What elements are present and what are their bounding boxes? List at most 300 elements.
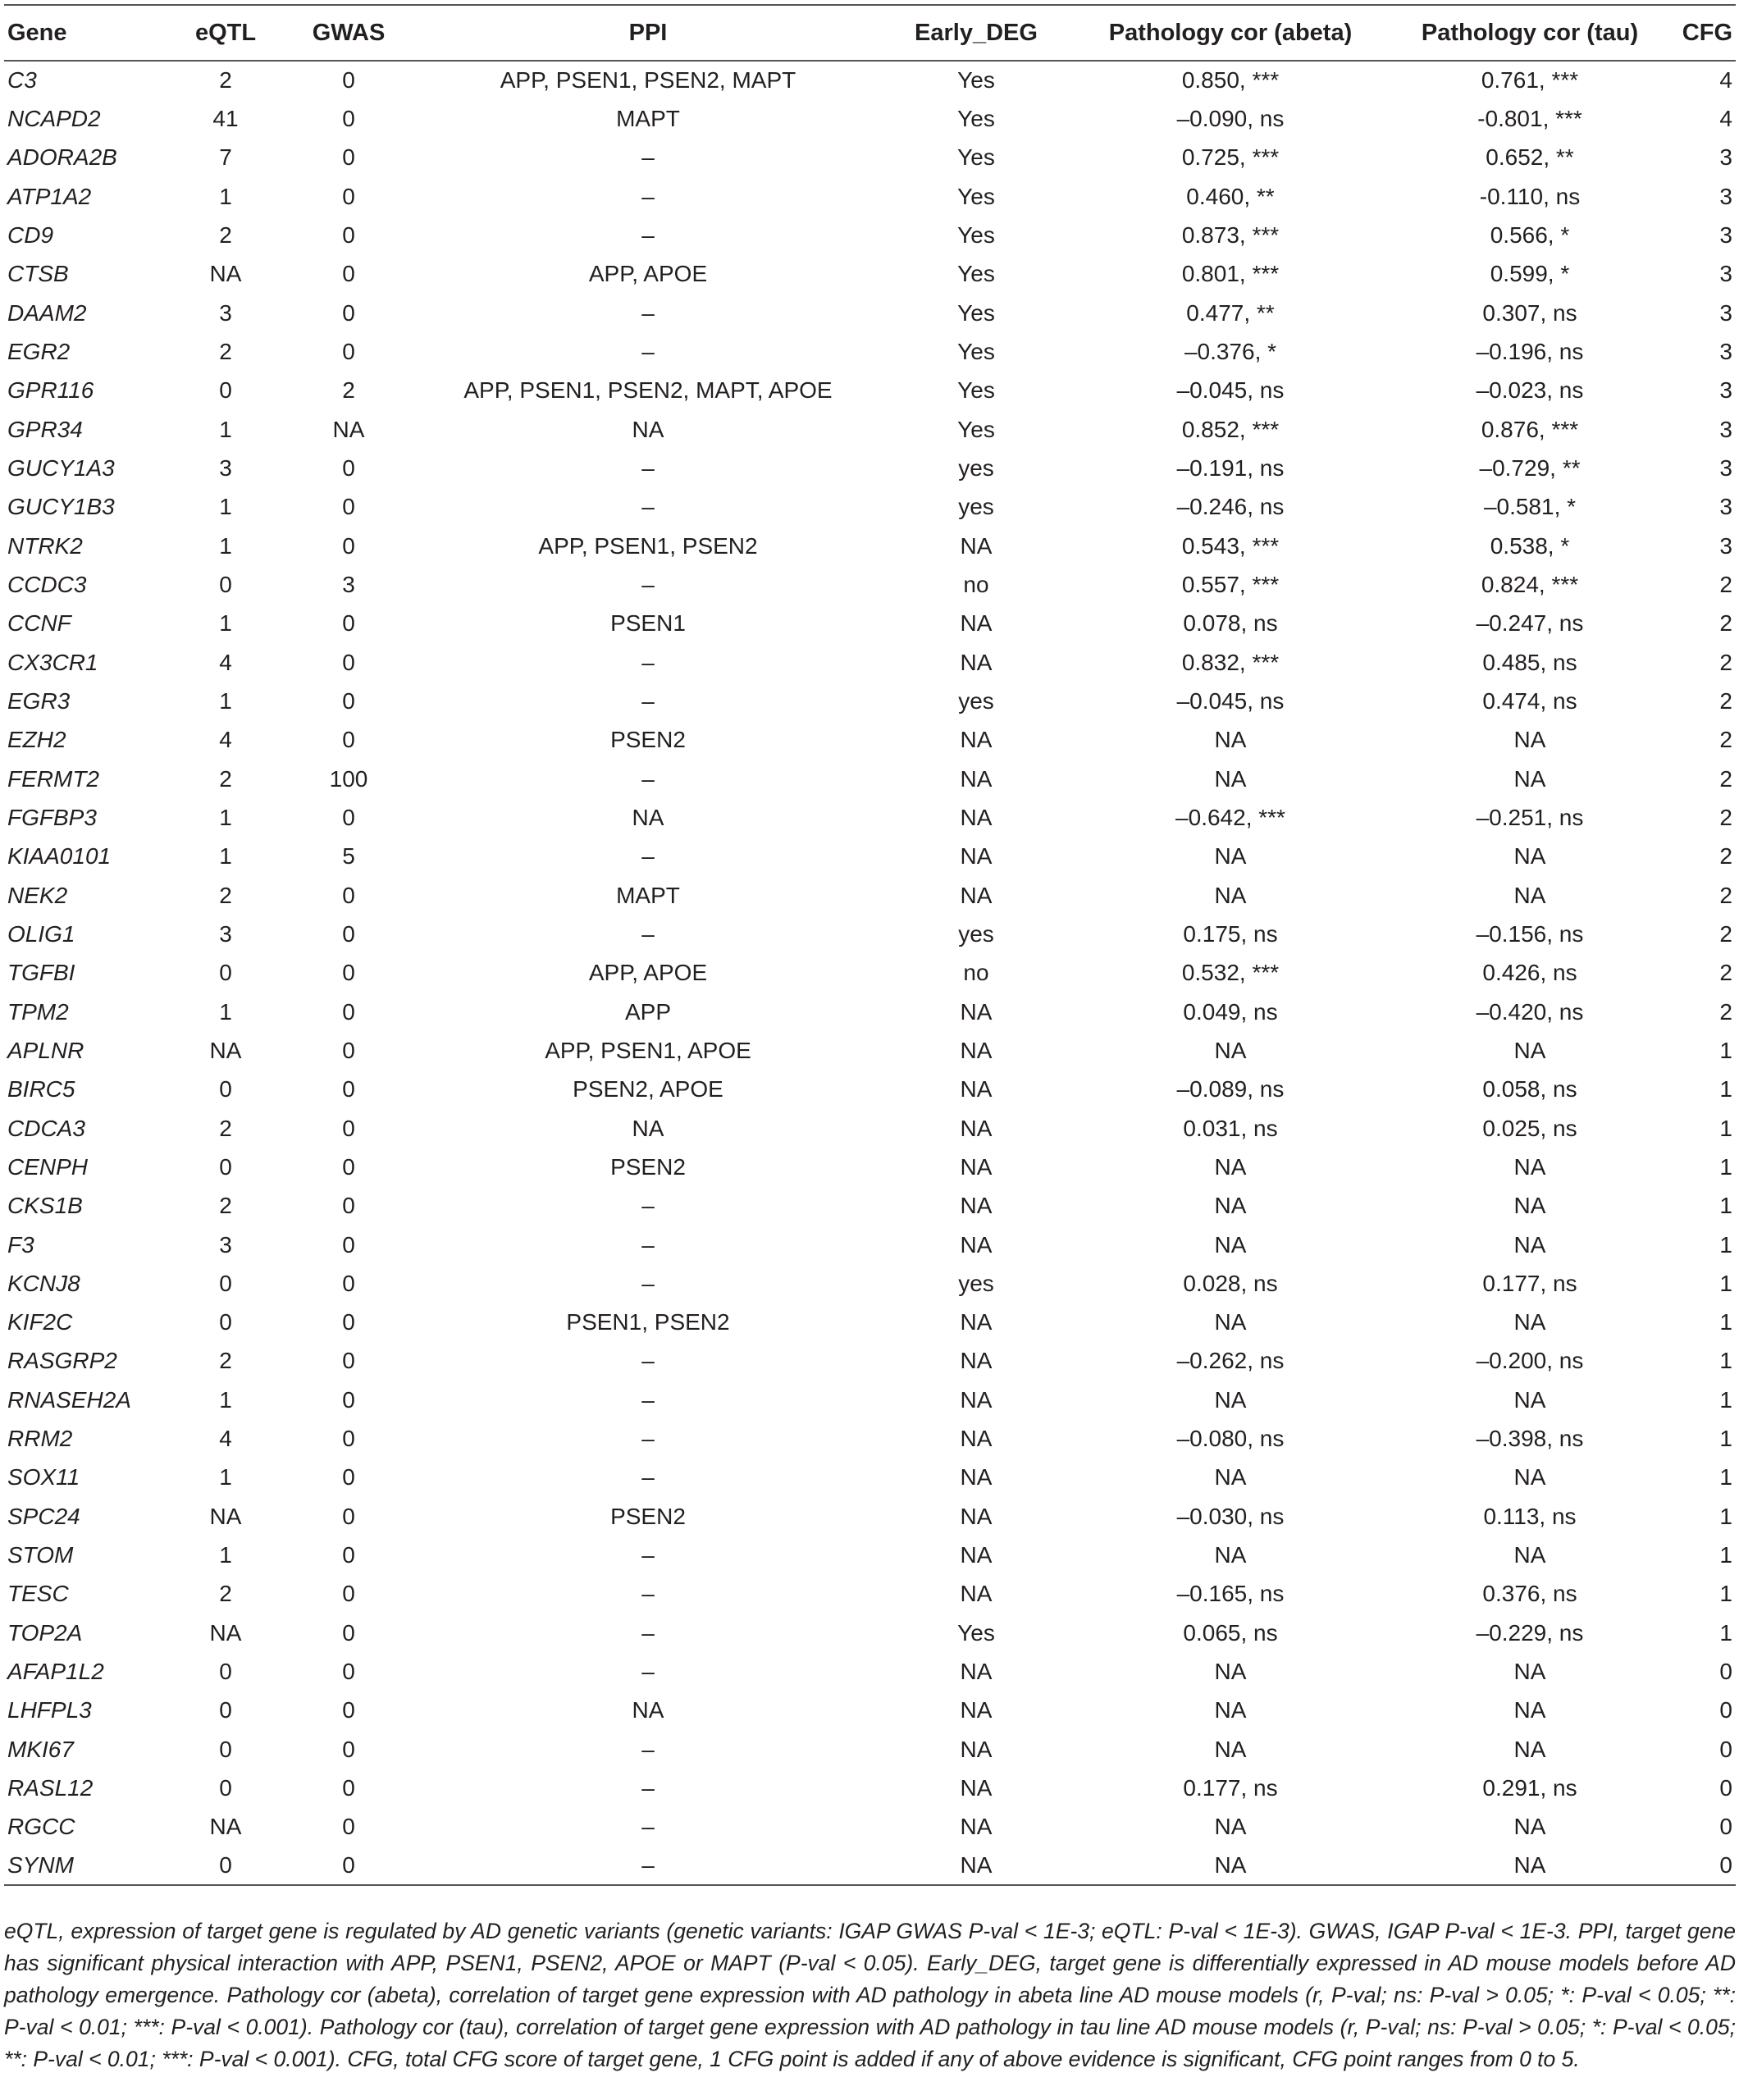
eqtl-cell: 2 (219, 882, 232, 908)
ppi-cell: NA (632, 804, 664, 830)
table-row (4, 99, 1736, 138)
table-row (4, 372, 1736, 410)
ppi-cell: PSEN2 (610, 727, 686, 753)
gwas-cell: 0 (342, 1542, 355, 1568)
ppi-cell: – (641, 1814, 655, 1840)
cfg-cell: 1 (1719, 1581, 1732, 1607)
early-deg-cell: NA (960, 804, 993, 830)
ppi-cell: NA (632, 1115, 664, 1141)
ppi-cell: – (641, 1231, 655, 1258)
gene-cell: RASGRP2 (7, 1348, 117, 1374)
gwas-cell: 0 (342, 532, 355, 559)
early-deg-cell: Yes (957, 67, 995, 94)
pathology-abeta-cell: 0.031, ns (1183, 1115, 1278, 1141)
table-row (4, 1109, 1736, 1148)
gwas-cell: 5 (342, 843, 355, 870)
table-row (4, 527, 1736, 565)
pathology-abeta-cell: –0.376, * (1184, 338, 1277, 364)
pathology-tau-cell: –0.398, ns (1476, 1426, 1584, 1452)
pathology-tau-cell: 0.485, ns (1482, 649, 1577, 675)
table-row (4, 1497, 1736, 1536)
eqtl-cell: 0 (219, 1736, 232, 1762)
gene-cell: TESC (7, 1581, 69, 1607)
gwas-cell: 0 (342, 882, 355, 908)
eqtl-cell: 2 (219, 338, 232, 364)
pathology-abeta-cell: NA (1214, 1697, 1247, 1723)
cfg-cell: 3 (1719, 532, 1732, 559)
pathology-abeta-cell: NA (1214, 1153, 1247, 1180)
pathology-tau-cell: NA (1513, 1386, 1546, 1413)
cfg-cell: 3 (1719, 494, 1732, 520)
table-row (4, 605, 1736, 643)
gwas-cell: 0 (342, 494, 355, 520)
pathology-abeta-cell: –0.262, ns (1176, 1348, 1285, 1374)
table-row (4, 1303, 1736, 1342)
pathology-tau-cell: NA (1513, 1231, 1546, 1258)
early-deg-cell: yes (958, 1270, 994, 1296)
gene-cell: GPR116 (7, 377, 94, 404)
gene-cell: EGR2 (7, 338, 71, 364)
eqtl-cell: 3 (219, 299, 232, 326)
header-pathology-tau: Pathology cor (tau) (1390, 5, 1669, 61)
eqtl-cell: 4 (219, 1426, 232, 1452)
early-deg-cell: NA (960, 1309, 993, 1335)
pathology-abeta-cell: 0.078, ns (1183, 610, 1278, 637)
early-deg-cell: NA (960, 1659, 993, 1685)
pathology-abeta-cell: NA (1214, 765, 1247, 792)
cfg-cell: 1 (1719, 1231, 1732, 1258)
cfg-cell: 2 (1719, 571, 1732, 597)
early-deg-cell: NA (960, 1348, 993, 1374)
ppi-cell: – (641, 1542, 655, 1568)
eqtl-cell: 1 (219, 998, 232, 1025)
gene-cell: CKS1B (7, 1193, 83, 1219)
eqtl-cell: 1 (219, 687, 232, 714)
gene-cell: CCNF (7, 610, 71, 637)
ppi-cell: – (641, 1736, 655, 1762)
early-deg-cell: NA (960, 532, 993, 559)
early-deg-cell: NA (960, 882, 993, 908)
gwas-cell: 0 (342, 687, 355, 714)
cfg-cell: 0 (1719, 1775, 1732, 1801)
table-row (4, 876, 1736, 915)
eqtl-cell: 2 (219, 1581, 232, 1607)
pathology-abeta-cell: 0.049, ns (1183, 998, 1278, 1025)
ppi-cell: APP, PSEN1, APOE (545, 1037, 751, 1063)
ppi-cell: PSEN2 (610, 1153, 686, 1180)
early-deg-cell: Yes (957, 299, 995, 326)
table-footnote: eQTL, expression of target gene is regulated by AD genetic variants (genetic variants: IGAP GWAS P-val < 1E-3; eQTL: P-val < 1E-3). GWAS, IGAP P-val < 1E-3. PPI, target gene has significant physical interaction with APP, PSEN1, PSEN2, APOE or MAPT (P-val < 0.05). Early_DEG, target gene is differentially expressed in AD mouse models before AD pathology emergence. Pathology cor (abeta), correlation of target gene expression with AD pathology in abeta line AD mouse models (r, P-val; ns: P-val > 0.05; *: P-val < 0.05; **: P-val < 0.01; ***: P-val < 0.001). Pathology cor (tau), correlation of target gene expression with AD pathology in tau line AD mouse models (r, P-val; ns: P-val > 0.05; *: P-val < 0.05; **: P-val < 0.01; ***: P-val < 0.001). CFG, total CFG score of target gene, 1 CFG point is added if any of above evidence is significant, CFG point ranges from 0 to 5. (4, 1919, 1736, 2071)
table-row (4, 139, 1736, 177)
pathology-tau-cell: 0.177, ns (1482, 1270, 1577, 1296)
gene-cell: CDCA3 (7, 1115, 85, 1141)
ppi-cell: PSEN2 (610, 1503, 686, 1529)
eqtl-cell: 2 (219, 221, 232, 248)
early-deg-cell: NA (960, 1464, 993, 1491)
early-deg-cell: NA (960, 1736, 993, 1762)
pathology-abeta-cell: 0.065, ns (1183, 1619, 1278, 1646)
early-deg-cell: NA (960, 1193, 993, 1219)
early-deg-cell: Yes (957, 105, 995, 131)
ppi-cell: – (641, 920, 655, 947)
gwas-cell: 0 (342, 1503, 355, 1529)
table-row (4, 954, 1736, 993)
gwas-cell: 0 (342, 221, 355, 248)
pathology-abeta-cell: 0.873, *** (1181, 221, 1280, 248)
eqtl-cell: 1 (219, 804, 232, 830)
pathology-abeta-cell: 0.557, *** (1181, 571, 1280, 597)
gwas-cell: 0 (342, 183, 355, 209)
ppi-cell: – (641, 687, 655, 714)
pathology-tau-cell: NA (1513, 1542, 1546, 1568)
pathology-tau-cell: 0.599, * (1490, 261, 1570, 287)
cfg-cell: 0 (1719, 1814, 1732, 1840)
gene-cell: BIRC5 (7, 1076, 75, 1102)
early-deg-cell: NA (960, 649, 993, 675)
ppi-cell: APP (624, 998, 672, 1025)
gwas-cell: 0 (342, 1581, 355, 1607)
cfg-cell: 3 (1719, 183, 1732, 209)
cfg-cell: 1 (1719, 1386, 1732, 1413)
gwas-cell: 0 (342, 1115, 355, 1141)
pathology-tau-cell: 0.426, ns (1482, 960, 1577, 986)
gwas-cell: 0 (342, 1231, 355, 1258)
gwas-cell: 0 (342, 1386, 355, 1413)
ppi-cell: NA (632, 416, 664, 442)
gene-cell: F3 (7, 1231, 34, 1258)
ppi-cell: – (641, 144, 655, 171)
cfg-cell: 1 (1719, 1464, 1732, 1491)
early-deg-cell: Yes (957, 183, 995, 209)
gwas-cell: 100 (329, 765, 368, 792)
cfg-cell: 4 (1719, 67, 1732, 94)
gwas-cell: 0 (342, 1736, 355, 1762)
early-deg-cell: NA (960, 1814, 993, 1840)
pathology-tau-cell: NA (1513, 765, 1546, 792)
gene-cell: RASL12 (7, 1775, 94, 1801)
gene-cell: EZH2 (7, 727, 66, 753)
pathology-tau-cell: –0.229, ns (1476, 1619, 1584, 1646)
pathology-abeta-cell: 0.532, *** (1181, 960, 1280, 986)
gwas-cell: 0 (342, 1193, 355, 1219)
pathology-abeta-cell: –0.191, ns (1176, 454, 1285, 481)
gene-cell: TPM2 (7, 998, 69, 1025)
gene-cell: FERMT2 (7, 765, 99, 792)
gwas-cell: 0 (342, 1153, 355, 1180)
table-row (4, 721, 1736, 760)
pathology-tau-cell: 0.025, ns (1482, 1115, 1577, 1141)
gwas-cell: 0 (342, 1426, 355, 1452)
gene-cell: TOP2A (7, 1619, 83, 1646)
gene-cell: GPR34 (7, 416, 83, 442)
table-row (4, 798, 1736, 837)
table-row (4, 61, 1736, 99)
ppi-cell: – (641, 1464, 655, 1491)
cfg-cell: 1 (1719, 1115, 1732, 1141)
cfg-cell: 1 (1719, 1619, 1732, 1646)
pathology-abeta-cell: NA (1070, 1847, 1390, 1885)
pathology-abeta-cell: NA (1214, 1037, 1247, 1063)
cfg-cell: 1 (1719, 1542, 1732, 1568)
table-row (4, 760, 1736, 798)
gene-cell: RNASEH2A (7, 1386, 131, 1413)
gwas-cell: 0 (342, 610, 355, 637)
cfg-cell: 2 (1719, 882, 1732, 908)
table-row (4, 1419, 1736, 1458)
eqtl-cell: 1 (219, 1386, 232, 1413)
eqtl-cell: 1 (219, 610, 232, 637)
eqtl-cell: 0 (219, 1076, 232, 1102)
early-deg-cell: NA (960, 1231, 993, 1258)
gwas-cell: 0 (342, 649, 355, 675)
gwas-cell: 0 (342, 1697, 355, 1723)
pathology-tau-cell: NA (1513, 1464, 1546, 1491)
early-deg-cell: NA (960, 1697, 993, 1723)
gwas-cell: 0 (342, 1814, 355, 1840)
pathology-tau-cell: 0.376, ns (1482, 1581, 1577, 1607)
pathology-abeta-cell: NA (1214, 1659, 1247, 1685)
pathology-tau-cell: 0.824, *** (1481, 571, 1579, 597)
table-row (4, 1575, 1736, 1614)
eqtl-cell: 1 (219, 843, 232, 870)
cfg-cell: 2 (1719, 920, 1732, 947)
pathology-abeta-cell: NA (1214, 1193, 1247, 1219)
pathology-tau-cell: NA (1513, 882, 1546, 908)
early-deg-cell: NA (960, 1076, 993, 1102)
ppi-cell: – (641, 1426, 655, 1452)
eqtl-cell: 1 (219, 1464, 232, 1491)
table-row (4, 255, 1736, 294)
ppi-cell: – (641, 494, 655, 520)
cfg-cell: 1 (1719, 1348, 1732, 1374)
pathology-abeta-cell: 0.177, ns (1183, 1775, 1278, 1801)
pathology-tau-cell: –0.581, * (1483, 494, 1577, 520)
pathology-abeta-cell: 0.850, *** (1181, 67, 1280, 94)
pathology-tau-cell: –0.023, ns (1476, 377, 1584, 404)
ppi-cell: PSEN2, APOE (573, 1076, 723, 1102)
gwas-cell: 0 (342, 338, 355, 364)
eqtl-cell: 0 (219, 1775, 232, 1801)
early-deg-cell: NA (960, 610, 993, 637)
table-row (4, 216, 1736, 254)
cfg-cell: 3 (1719, 416, 1732, 442)
early-deg-cell: yes (958, 687, 994, 714)
pathology-tau-cell: 0.474, ns (1482, 687, 1577, 714)
table-row (4, 993, 1736, 1031)
gene-cell: RRM2 (7, 1426, 73, 1452)
pathology-tau-cell: -0.801, *** (1477, 105, 1582, 131)
gene-cell: APLNR (7, 1037, 84, 1063)
table-row (4, 643, 1736, 682)
cfg-cell: 3 (1719, 454, 1732, 481)
eqtl-cell: NA (209, 1814, 242, 1840)
cfg-cell: 2 (1719, 804, 1732, 830)
eqtl-cell: 2 (219, 67, 232, 94)
eqtl-cell: 3 (219, 920, 232, 947)
ppi-cell: – (641, 1775, 655, 1801)
early-deg-cell: NA (960, 1775, 993, 1801)
ppi-cell: – (641, 1619, 655, 1646)
gene-cell: GUCY1A3 (7, 454, 115, 481)
ppi-cell: APP, PSEN1, PSEN2, MAPT, APOE (463, 377, 833, 404)
gwas-cell: 0 (342, 998, 355, 1025)
eqtl-cell: NA (209, 1619, 242, 1646)
ppi-cell: PSEN1 (610, 610, 686, 637)
table-row (4, 332, 1736, 371)
gene-cell: ADORA2B (7, 144, 117, 171)
gene-cell: AFAP1L2 (7, 1659, 104, 1685)
gene-cell: TGFBI (7, 960, 75, 986)
pathology-tau-cell: –0.200, ns (1476, 1348, 1584, 1374)
gene-cell: GUCY1B3 (7, 494, 115, 520)
gwas-cell: 0 (342, 1659, 355, 1685)
pathology-abeta-cell: –0.246, ns (1176, 494, 1285, 520)
gene-cell: EGR3 (7, 687, 71, 714)
pathology-tau-cell: –0.729, ** (1479, 454, 1581, 481)
eqtl-cell: 41 (212, 105, 239, 131)
pathology-tau-cell: NA (1513, 1193, 1546, 1219)
pathology-tau-cell: –0.247, ns (1476, 610, 1584, 637)
cfg-cell: 1 (1719, 1153, 1732, 1180)
table-row (4, 488, 1736, 527)
pathology-abeta-cell: 0.028, ns (1183, 1270, 1278, 1296)
early-deg-cell: NA (960, 727, 993, 753)
gene-cell: ATP1A2 (7, 183, 92, 209)
eqtl-cell: 0 (168, 1847, 283, 1885)
gwas-cell: 0 (283, 1847, 414, 1885)
pathology-tau-cell: 0.652, ** (1486, 144, 1574, 171)
cfg-cell: 0 (1719, 1736, 1732, 1762)
ppi-cell: – (641, 1193, 655, 1219)
ppi-cell: – (641, 571, 655, 597)
header-row (4, 5, 1736, 61)
pathology-abeta-cell: 0.852, *** (1181, 416, 1280, 442)
pathology-tau-cell: 0.876, *** (1481, 416, 1579, 442)
pathology-abeta-cell: 0.832, *** (1181, 649, 1280, 675)
pathology-abeta-cell: NA (1214, 1309, 1247, 1335)
gwas-cell: 0 (342, 144, 355, 171)
gwas-cell: 0 (342, 1037, 355, 1063)
cfg-cell: 3 (1719, 221, 1732, 248)
gene-cell: CENPH (7, 1153, 89, 1180)
early-deg-cell: NA (960, 843, 993, 870)
gene-cell: KIF2C (7, 1309, 73, 1335)
pathology-tau-cell: NA (1513, 727, 1546, 753)
ppi-cell: – (641, 1581, 655, 1607)
table-row (4, 294, 1736, 332)
pathology-tau-cell: NA (1513, 1697, 1546, 1723)
eqtl-cell: 0 (219, 1697, 232, 1723)
early-deg-cell: yes (958, 454, 994, 481)
gwas-cell: 2 (342, 377, 355, 404)
early-deg-cell: NA (960, 1503, 993, 1529)
header-pathology-abeta: Pathology cor (abeta) (1070, 5, 1390, 61)
eqtl-cell: 3 (219, 454, 232, 481)
eqtl-cell: 0 (219, 1659, 232, 1685)
cfg-cell: 0 (1669, 1847, 1736, 1885)
cfg-cell: 1 (1719, 1270, 1732, 1296)
cfg-cell: 2 (1719, 765, 1732, 792)
cfg-cell: 3 (1719, 299, 1732, 326)
cfg-cell: 1 (1719, 1426, 1732, 1452)
pathology-tau-cell: NA (1390, 1847, 1669, 1885)
pathology-abeta-cell: 0.543, *** (1181, 532, 1280, 559)
gene-cell: CTSB (7, 261, 69, 287)
gene-cell: CD9 (7, 221, 54, 248)
pathology-tau-cell: 0.291, ns (1482, 1775, 1577, 1801)
eqtl-cell: 0 (219, 960, 232, 986)
cfg-cell: 1 (1719, 1309, 1732, 1335)
pathology-abeta-cell: –0.090, ns (1176, 105, 1285, 131)
cfg-cell: 0 (1719, 1697, 1732, 1723)
pathology-abeta-cell: –0.030, ns (1176, 1503, 1285, 1529)
early-deg-cell: Yes (957, 1619, 995, 1646)
pathology-abeta-cell: NA (1214, 1464, 1247, 1491)
gwas-cell: 0 (342, 105, 355, 131)
cfg-cell: 1 (1719, 1193, 1732, 1219)
gene-cell: KCNJ8 (7, 1270, 80, 1296)
ppi-cell: NA (632, 1697, 664, 1723)
pathology-tau-cell: NA (1513, 1659, 1546, 1685)
gwas-cell: 0 (342, 1464, 355, 1491)
eqtl-cell: 2 (219, 765, 232, 792)
gene-table (4, 4, 1736, 1886)
early-deg-cell: NA (960, 765, 993, 792)
ppi-cell: – (641, 299, 655, 326)
pathology-abeta-cell: NA (1214, 1542, 1247, 1568)
cfg-cell: 1 (1719, 1076, 1732, 1102)
eqtl-cell: 2 (219, 1348, 232, 1374)
gwas-cell: 0 (342, 67, 355, 94)
cfg-cell: 2 (1719, 727, 1732, 753)
ppi-cell: – (641, 183, 655, 209)
table-row (4, 915, 1736, 953)
ppi-cell: APP, APOE (588, 960, 708, 986)
gwas-cell: 0 (342, 1775, 355, 1801)
eqtl-cell: 4 (219, 649, 232, 675)
pathology-tau-cell: NA (1513, 1309, 1546, 1335)
pathology-abeta-cell: 0.460, ** (1186, 183, 1275, 209)
early-deg-cell: NA (960, 1542, 993, 1568)
ppi-cell: – (641, 454, 655, 481)
early-deg-cell: yes (958, 920, 994, 947)
cfg-cell: 2 (1719, 649, 1732, 675)
gene-cell: SOX11 (7, 1464, 80, 1491)
pathology-abeta-cell: NA (1214, 727, 1247, 753)
gwas-cell: 0 (342, 1270, 355, 1296)
pathology-abeta-cell: NA (1214, 843, 1247, 870)
gene-cell: OLIG1 (7, 920, 75, 947)
eqtl-cell: 0 (219, 1309, 232, 1335)
pathology-tau-cell: –0.196, ns (1476, 338, 1584, 364)
eqtl-cell: 0 (219, 1270, 232, 1296)
early-deg-cell: Yes (957, 416, 995, 442)
pathology-tau-cell: –0.156, ns (1476, 920, 1584, 947)
pathology-abeta-cell: 0.801, *** (1181, 261, 1280, 287)
cfg-cell: 1 (1719, 1037, 1732, 1063)
gwas-cell: 0 (342, 920, 355, 947)
cfg-cell: 2 (1719, 610, 1732, 637)
eqtl-cell: 1 (219, 416, 232, 442)
gwas-cell: 0 (342, 261, 355, 287)
eqtl-cell: 0 (219, 1153, 232, 1180)
eqtl-cell: 0 (219, 571, 232, 597)
eqtl-cell: NA (209, 1503, 242, 1529)
gene-cell: STOM (7, 1542, 74, 1568)
ppi-cell: – (641, 765, 655, 792)
header-eqtl: eQTL (168, 5, 283, 61)
early-deg-cell: no (963, 960, 989, 986)
